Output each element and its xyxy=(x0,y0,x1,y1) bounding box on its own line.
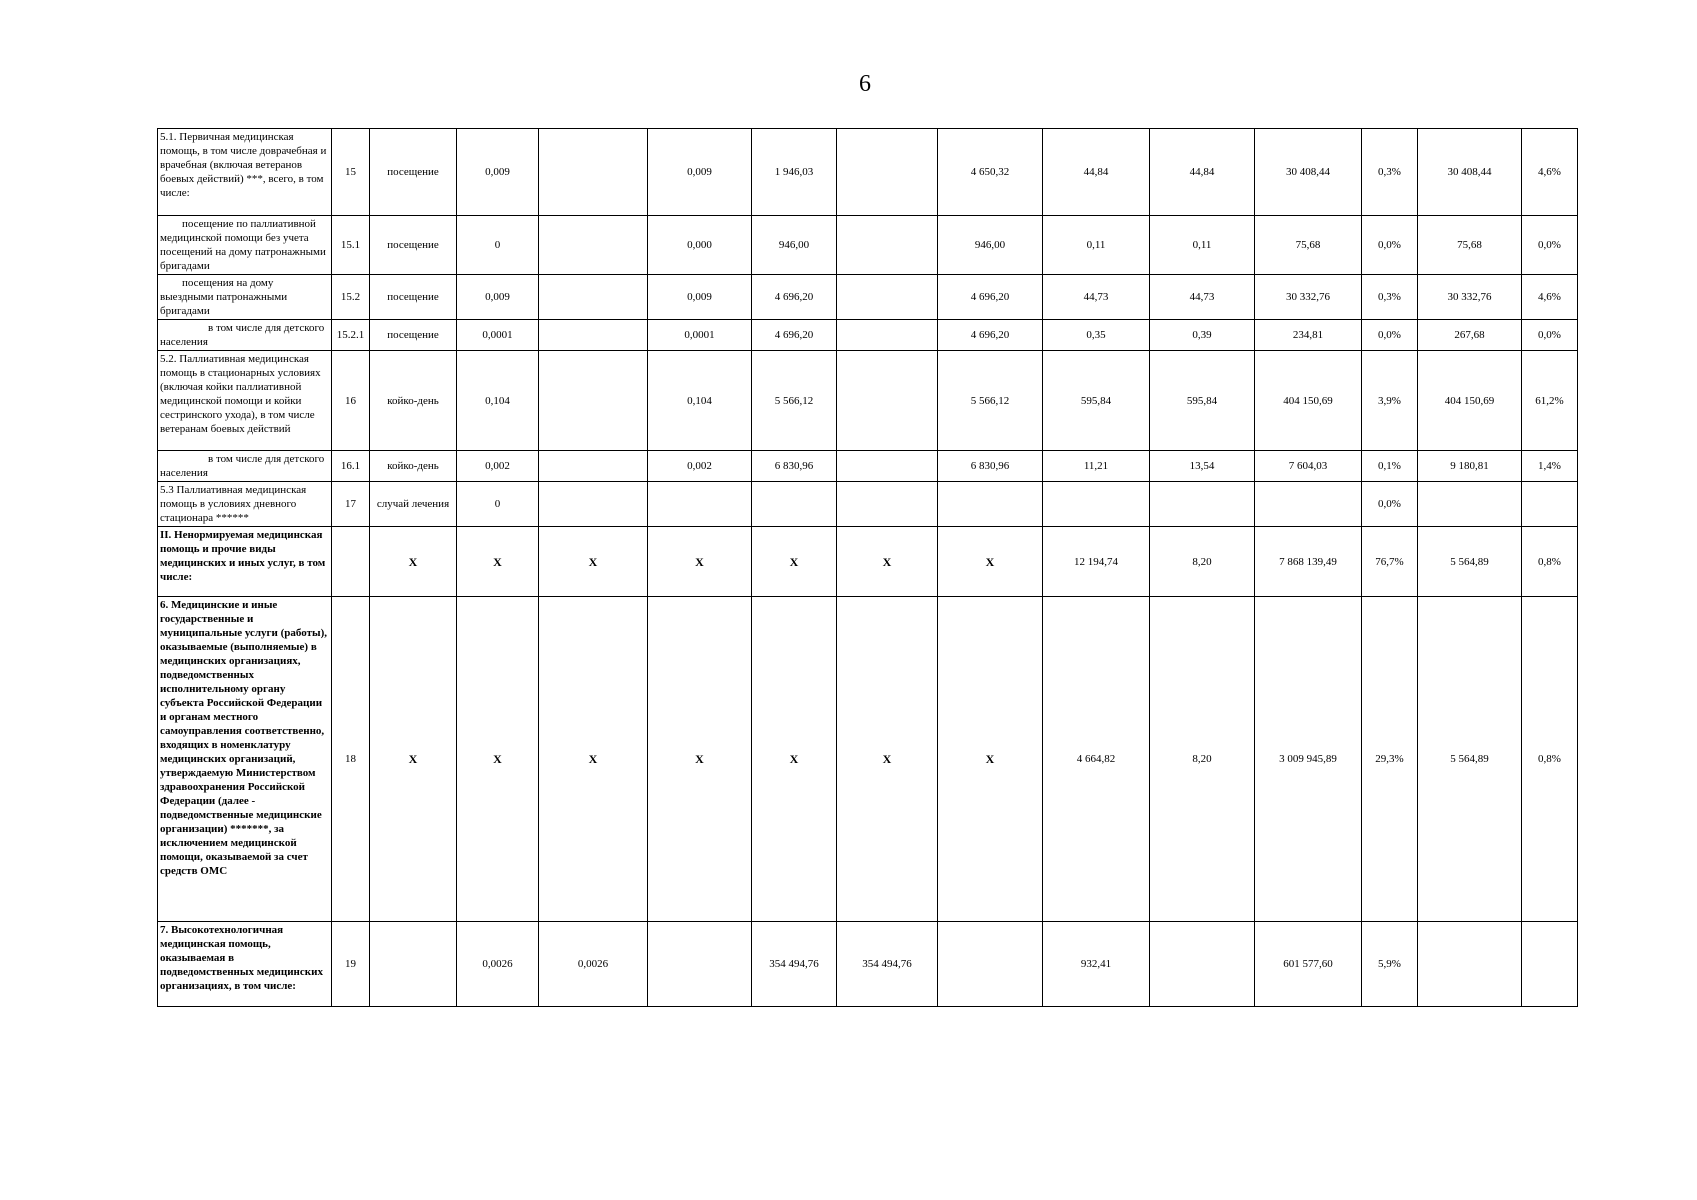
unit-cell: койко-день xyxy=(370,451,457,482)
table-cell: 354 494,76 xyxy=(837,922,938,1007)
table-cell: 0 xyxy=(457,482,539,527)
table-cell xyxy=(837,129,938,216)
table-cell: 0,0% xyxy=(1522,320,1578,351)
table-cell: 0,1% xyxy=(1362,451,1418,482)
table-row xyxy=(158,320,1578,351)
table-cell xyxy=(1418,922,1522,1007)
table-cell: X xyxy=(539,597,648,922)
table-cell: 6 830,96 xyxy=(938,451,1043,482)
table-cell: 75,68 xyxy=(1418,216,1522,275)
unit-cell: посещение xyxy=(370,320,457,351)
table-cell xyxy=(1043,482,1150,527)
table-row xyxy=(158,129,1578,216)
row-number: 15.2.1 xyxy=(332,320,370,351)
row-number: 17 xyxy=(332,482,370,527)
table-cell: 0,0026 xyxy=(539,922,648,1007)
table-cell: 4,6% xyxy=(1522,275,1578,320)
table-cell: 0,0026 xyxy=(457,922,539,1007)
medical-care-table xyxy=(157,128,1578,1007)
table-cell xyxy=(1418,482,1522,527)
table-cell: 3,9% xyxy=(1362,351,1418,451)
table-cell: 0,0% xyxy=(1362,482,1418,527)
table-cell xyxy=(539,351,648,451)
table-cell: 44,73 xyxy=(1043,275,1150,320)
unit-cell: койко-день xyxy=(370,351,457,451)
unit-cell: случай лечения xyxy=(370,482,457,527)
table-cell xyxy=(837,451,938,482)
table-cell: 4 664,82 xyxy=(1043,597,1150,922)
table-cell: 0,0001 xyxy=(648,320,752,351)
row-number: 16 xyxy=(332,351,370,451)
table-cell: 5 566,12 xyxy=(938,351,1043,451)
table-cell: 0,8% xyxy=(1522,527,1578,597)
table-cell: X xyxy=(648,597,752,922)
table-cell: 932,41 xyxy=(1043,922,1150,1007)
table-cell: 3 009 945,89 xyxy=(1255,597,1362,922)
row-name: 5.3 Паллиативная медицинская помощь в условиях дневного стационара ****** xyxy=(158,482,332,527)
table-cell xyxy=(539,320,648,351)
table-cell: X xyxy=(837,597,938,922)
table-cell: 5 564,89 xyxy=(1418,527,1522,597)
row-name: 5.1. Первичная медицинская помощь, в том числе доврачебная и врачебная (включая ветеранов боевых действий) ***, всего, в том числе: xyxy=(158,129,332,216)
table-cell: X xyxy=(938,527,1043,597)
table-cell: 0,11 xyxy=(1150,216,1255,275)
table-cell: 0,35 xyxy=(1043,320,1150,351)
table-cell: 30 408,44 xyxy=(1255,129,1362,216)
table-cell: 0,002 xyxy=(457,451,539,482)
table-cell: 0 xyxy=(457,216,539,275)
table-cell: 0,002 xyxy=(648,451,752,482)
row-name: посещение по паллиативной медицинской помощи без учета посещений на дому патронажными бригадами xyxy=(158,216,332,275)
table-cell: 30 332,76 xyxy=(1418,275,1522,320)
table-cell xyxy=(837,482,938,527)
unit-cell: посещение xyxy=(370,129,457,216)
table-cell: 9 180,81 xyxy=(1418,451,1522,482)
table-cell: 0,11 xyxy=(1043,216,1150,275)
table-cell: 0,8% xyxy=(1522,597,1578,922)
table-cell: X xyxy=(457,527,539,597)
table-cell: 30 332,76 xyxy=(1255,275,1362,320)
table-cell: 0,0% xyxy=(1522,216,1578,275)
row-name: в том числе для детского населения xyxy=(158,451,332,482)
table-cell: X xyxy=(752,597,837,922)
row-number xyxy=(332,527,370,597)
table-cell: X xyxy=(752,527,837,597)
table-cell: 44,84 xyxy=(1150,129,1255,216)
table-cell: 946,00 xyxy=(938,216,1043,275)
table-row xyxy=(158,451,1578,482)
table-cell: 4 650,32 xyxy=(938,129,1043,216)
row-name: 6. Медицинские и иные государственные и муниципальные услуги (работы), оказываемые (выполняемые) в медицинских организациях, подведомственных исполнительному органу субъекта Российской Федерации и органам местного самоуправления соответственно, входящих в номенклатуру медицинских организаций, утверждаемую Министерством здравоохранения Российской Федерации (далее - подведомственные медицинские организации) *******, за исключением медицинской помощи, оказываемой за счет средств ОМС xyxy=(158,597,332,922)
table-cell: 946,00 xyxy=(752,216,837,275)
table-cell xyxy=(1255,482,1362,527)
table-cell xyxy=(1150,482,1255,527)
row-name: 7. Высокотехнологичная медицинская помощь, оказываемая в подведомственных медицинских организациях, в том числе: xyxy=(158,922,332,1007)
table-cell: 76,7% xyxy=(1362,527,1418,597)
table-cell: 0,3% xyxy=(1362,275,1418,320)
table-cell: 13,54 xyxy=(1150,451,1255,482)
table-cell: 0,009 xyxy=(648,275,752,320)
table-cell: 0,0% xyxy=(1362,320,1418,351)
table-cell xyxy=(1522,922,1578,1007)
unit-cell: X xyxy=(370,527,457,597)
table-cell: X xyxy=(648,527,752,597)
table-cell: 4,6% xyxy=(1522,129,1578,216)
table-cell: 0,39 xyxy=(1150,320,1255,351)
row-number: 15 xyxy=(332,129,370,216)
table-cell: 8,20 xyxy=(1150,527,1255,597)
table-cell xyxy=(539,451,648,482)
table-cell: 75,68 xyxy=(1255,216,1362,275)
row-number: 15.1 xyxy=(332,216,370,275)
row-number: 18 xyxy=(332,597,370,922)
table-cell: 4 696,20 xyxy=(938,275,1043,320)
table-cell: 0,3% xyxy=(1362,129,1418,216)
table-row xyxy=(158,216,1578,275)
table-cell xyxy=(752,482,837,527)
table-cell: 0,009 xyxy=(648,129,752,216)
table-cell: 404 150,69 xyxy=(1255,351,1362,451)
table-cell: 44,73 xyxy=(1150,275,1255,320)
table-row xyxy=(158,275,1578,320)
table-cell: 1 946,03 xyxy=(752,129,837,216)
table-cell xyxy=(837,275,938,320)
page-number: 6 xyxy=(859,71,871,97)
table-cell: 8,20 xyxy=(1150,597,1255,922)
row-name: посещения на дому выездными патронажными бригадами xyxy=(158,275,332,320)
table-row xyxy=(158,597,1578,922)
table-cell: 0,000 xyxy=(648,216,752,275)
table-row xyxy=(158,922,1578,1007)
table-cell: 4 696,20 xyxy=(938,320,1043,351)
row-number: 16.1 xyxy=(332,451,370,482)
table-row xyxy=(158,351,1578,451)
table-cell xyxy=(648,482,752,527)
table-cell xyxy=(648,922,752,1007)
unit-cell: посещение xyxy=(370,275,457,320)
table-cell: 4 696,20 xyxy=(752,320,837,351)
table-cell: 4 696,20 xyxy=(752,275,837,320)
table-row xyxy=(158,527,1578,597)
table-cell: 0,009 xyxy=(457,129,539,216)
table-cell: 0,009 xyxy=(457,275,539,320)
table-cell xyxy=(938,922,1043,1007)
table-cell xyxy=(938,482,1043,527)
table-cell: 234,81 xyxy=(1255,320,1362,351)
table-cell: 1,4% xyxy=(1522,451,1578,482)
table-cell xyxy=(539,275,648,320)
table-cell: 0,0% xyxy=(1362,216,1418,275)
table-cell: 0,104 xyxy=(648,351,752,451)
table-cell: X xyxy=(938,597,1043,922)
table-cell xyxy=(837,351,938,451)
table-cell: 601 577,60 xyxy=(1255,922,1362,1007)
table-cell: 404 150,69 xyxy=(1418,351,1522,451)
table-row xyxy=(158,482,1578,527)
table-cell: X xyxy=(539,527,648,597)
table-cell: X xyxy=(837,527,938,597)
table-cell: 354 494,76 xyxy=(752,922,837,1007)
table-cell: 5 564,89 xyxy=(1418,597,1522,922)
table-cell: X xyxy=(457,597,539,922)
table-cell: 11,21 xyxy=(1043,451,1150,482)
table-cell: 30 408,44 xyxy=(1418,129,1522,216)
table-cell: 61,2% xyxy=(1522,351,1578,451)
table-cell xyxy=(539,216,648,275)
table-cell: 44,84 xyxy=(1043,129,1150,216)
table-cell: 12 194,74 xyxy=(1043,527,1150,597)
table-cell xyxy=(539,129,648,216)
table-cell: 7 604,03 xyxy=(1255,451,1362,482)
table-cell: 7 868 139,49 xyxy=(1255,527,1362,597)
table-cell xyxy=(837,320,938,351)
row-number: 19 xyxy=(332,922,370,1007)
table-cell: 29,3% xyxy=(1362,597,1418,922)
table-cell: 595,84 xyxy=(1150,351,1255,451)
row-name: 5.2. Паллиативная медицинская помощь в стационарных условиях (включая койки паллиативной медицинской помощи и койки сестринского ухода), в том числе ветеранам боевых действий xyxy=(158,351,332,451)
unit-cell: X xyxy=(370,597,457,922)
table-cell: 267,68 xyxy=(1418,320,1522,351)
unit-cell xyxy=(370,922,457,1007)
table-cell: 6 830,96 xyxy=(752,451,837,482)
table-cell xyxy=(539,482,648,527)
row-name: в том числе для детского населения xyxy=(158,320,332,351)
row-number: 15.2 xyxy=(332,275,370,320)
table-cell: 5 566,12 xyxy=(752,351,837,451)
table-cell xyxy=(1150,922,1255,1007)
table-cell xyxy=(1522,482,1578,527)
table-cell xyxy=(837,216,938,275)
table-cell: 595,84 xyxy=(1043,351,1150,451)
table-cell: 0,0001 xyxy=(457,320,539,351)
unit-cell: посещение xyxy=(370,216,457,275)
row-name: II. Ненормируемая медицинская помощь и прочие виды медицинских и иных услуг, в том числе: xyxy=(158,527,332,597)
table-cell: 5,9% xyxy=(1362,922,1418,1007)
table-cell: 0,104 xyxy=(457,351,539,451)
